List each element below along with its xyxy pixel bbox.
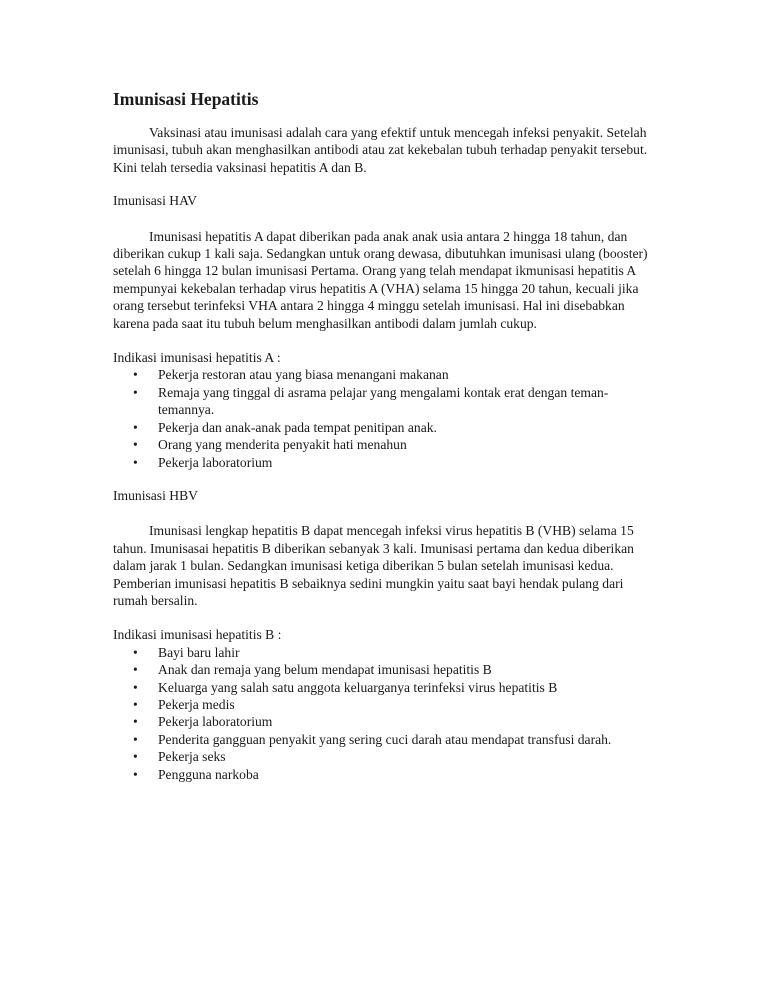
list-item-text: Bayi baru lahir — [158, 644, 240, 660]
bullet-icon: • — [133, 419, 138, 435]
bullet-icon: • — [133, 644, 138, 660]
list-item — [113, 419, 661, 436]
list-item-text: Keluarga yang salah satu anggota keluarganya terinfeksi virus hepatitis B — [158, 679, 558, 695]
list-item-text: Orang yang menderita penyakit hati menahun — [158, 437, 407, 453]
bullet-icon: • — [133, 367, 138, 383]
list-item — [113, 644, 661, 661]
list-item-text: Pekerja restoran atau yang biasa menangani makanan — [158, 367, 449, 383]
hbv-indication-list — [113, 644, 661, 783]
list-item — [113, 748, 661, 765]
document-title: Imunisasi Hepatitis — [113, 89, 259, 109]
list-item — [113, 679, 661, 696]
bullet-icon: • — [133, 731, 138, 747]
hav-paragraph: Imunisasi hepatitis A dapat diberikan pada anak anak usia antara 2 hingga 18 tahun, dan diberikan cukup 1 kali saja. Sedangkan untuk orang dewasa, dibutuhkan imunisasi ulang (booster) setelah 6 hingga 12 bulan imunisasi Pertama. Orang yang telah mendapat ikmunisasi hepatitis A mempunyai kekebalan terhadap virus hepatitis A (VHA) selama 15 hingga 20 tahun, kecuali jika orang tersebut terinfeksi VHA antara 2 hingga 4 minggu setelah imunisasi. Hal ini disebabkan karena pada saat itu tubuh belum menghasilkan antibodi dalam jumlah cukup. — [113, 228, 648, 331]
list-item — [113, 766, 661, 783]
list-item-text: Anak dan remaja yang belum mendapat imunisasi hepatitis B — [158, 662, 492, 678]
bullet-icon: • — [133, 679, 138, 695]
list-item-text: Penderita gangguan penyakit yang sering cuci darah atau mendapat transfusi darah. — [158, 731, 612, 747]
list-item-text: Pekerja laboratorium — [158, 454, 273, 470]
list-item-text: Pekerja dan anak-anak pada tempat penitipan anak. — [158, 419, 437, 435]
list-item — [113, 696, 661, 713]
hbv-section — [113, 487, 661, 783]
list-item — [113, 366, 661, 383]
bullet-icon: • — [133, 437, 138, 453]
hav-heading: Imunisasi HAV — [113, 193, 197, 209]
list-item — [113, 731, 661, 748]
intro-paragraph: Vaksinasi atau imunisasi adalah cara yang efektif untuk mencegah infeksi penyakit. Setelah imunisasi, tubuh akan menghasilkan antibodi atau zat kekebalan tubuh terhadap penyakit tersebut. Kini telah tersedia vaksinasi hepatitis A dan B. — [113, 125, 648, 175]
list-item-text: Remaja yang tinggal di asrama pelajar yang mengalami kontak erat dengan teman-temannya. — [158, 384, 609, 418]
hav-section — [113, 192, 661, 471]
list-item-text: Pekerja laboratorium — [158, 714, 273, 730]
list-item — [113, 713, 661, 730]
list-item-text: Pengguna narkoba — [158, 766, 259, 782]
bullet-icon: • — [133, 384, 138, 400]
hbv-heading: Imunisasi HBV — [113, 487, 198, 503]
bullet-icon: • — [133, 749, 138, 765]
list-item-text: Pekerja medis — [158, 696, 235, 712]
list-item — [113, 436, 661, 453]
document-page — [113, 88, 661, 783]
list-item-text: Pekerja seks — [158, 749, 226, 765]
list-item — [113, 454, 661, 471]
bullet-icon: • — [133, 696, 138, 712]
bullet-icon: • — [133, 714, 138, 730]
list-item — [113, 384, 661, 419]
hbv-indication-label: Indikasi imunisasi hepatitis B : — [113, 627, 282, 643]
list-item — [113, 661, 661, 678]
hav-indication-list — [113, 366, 661, 470]
bullet-icon: • — [133, 766, 138, 782]
hav-indication-label: Indikasi imunisasi hepatitis A : — [113, 350, 281, 366]
bullet-icon: • — [133, 454, 138, 470]
bullet-icon: • — [133, 662, 138, 678]
hbv-paragraph: Imunisasi lengkap hepatitis B dapat mencegah infeksi virus hepatitis B (VHB) selama 15 tahun. Imunisasai hepatitis B diberikan sebanyak 3 kali. Imunisasi pertama dan kedua diberikan dalam jarak 1 bulan. Sedangkan imunisasi ketiga diberikan 5 bulan setelah imunisasi kedua. Pemberian imunisasi hepatitis B sebaiknya sedini mungkin yaitu saat bayi hendak pulang dari rumah bersalin. — [113, 523, 634, 608]
